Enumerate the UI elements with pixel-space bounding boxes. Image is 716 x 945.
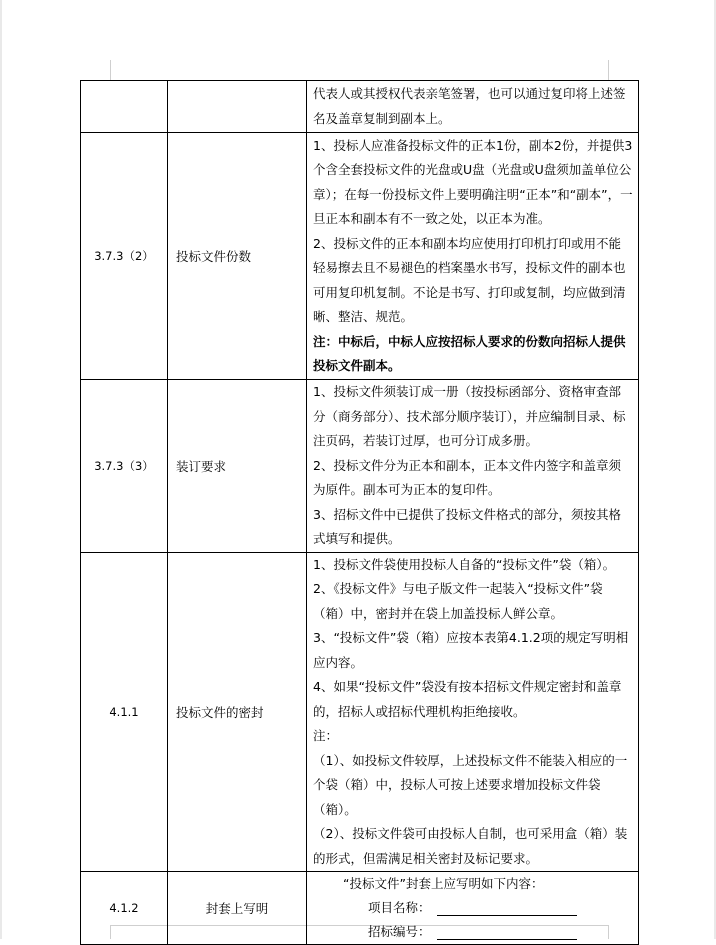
table-row [81, 380, 639, 553]
margin-guide-top-right [608, 60, 609, 80]
field-label: 项目名称： [368, 900, 431, 915]
content-paragraph: 2、投标文件的正本和副本均应使用打印机打印或用不能轻易擦去且不易褪色的档案墨水书写，投标文件的副本也可用复印机复制。不论是书写、打印或复制，均应做到清晰、整洁、规范。 [313, 235, 626, 324]
clause-item-cell: 投标文件份数 [168, 133, 307, 380]
content-paragraph: 1、投标文件袋使用投标人自备的“投标文件”袋（箱）。 [313, 556, 616, 572]
tender-number-row [343, 920, 633, 944]
table-row [81, 552, 639, 872]
content-paragraph: 3、招标文件中已提供了投标文件格式的部分，须按其格式填写和提供。 [313, 506, 621, 546]
clause-content-cell [307, 81, 639, 133]
cover-label-block [313, 872, 633, 944]
table-row [81, 81, 639, 133]
bold-note: 注：中标后，中标人应按招标人要求的份数向招标人提供投标文件副本。 [313, 333, 626, 373]
field-label: 招标编号： [368, 924, 431, 939]
content-paragraph: 1、投标文件须装订成一册（按投标函部分、资格审查部分（商务部分）、技术部分顺序装订），并应编制目录、标注页码，若装订过厚，也可分订成多册。 [313, 384, 626, 448]
margin-guide-top-left [110, 60, 111, 80]
content-paragraph: 2、投标文件分为正本和副本，正本文件内签字和盖章须为原件。副本可为正本的复印件。 [313, 457, 621, 497]
clause-content-cell [307, 872, 639, 945]
table-row [81, 872, 639, 945]
content-paragraph: 2、《投标文件》与电子版文件一起装入“投标文件”袋（箱）中，密封并在袋上加盖投标人鲜公章。 [313, 581, 603, 621]
content-paragraph: （1）、如投标文件较厚，上述投标文件不能装入相应的一个袋（箱）中，投标人可按上述要求增加投标文件袋（箱）。 [313, 752, 628, 817]
clause-content-cell [307, 380, 639, 553]
cover-intro: “投标文件”封套上应写明如下内容： [343, 876, 544, 891]
content-paragraph: （2）、投标文件袋可由投标人自制，也可采用盒（箱）装的形式，但需满足相关密封及标记要求。 [313, 826, 628, 866]
clause-item-cell [168, 81, 307, 133]
clause-number-cell: 4.1.2 [81, 872, 168, 945]
page-edge-left [0, 0, 2, 939]
bid-requirements-table [80, 80, 639, 945]
table-row [81, 133, 639, 380]
content-paragraph: 4、如果“投标文件”袋没有按本招标文件规定密封和盖章的，招标人或招标代理机构拒绝接收。 [313, 679, 622, 719]
clause-content-cell [307, 133, 639, 380]
clause-item-cell: 装订要求 [168, 380, 307, 553]
project-name-row [343, 896, 633, 920]
clause-item-cell: 投标文件的密封 [168, 552, 307, 872]
clause-item-cell: 封套上写明 [168, 872, 307, 945]
clause-number-cell: 3.7.3（3） [81, 380, 168, 553]
clause-content-cell [307, 552, 639, 872]
project-name-blank [437, 901, 577, 916]
note-label: 注： [313, 728, 339, 743]
clause-number-cell [81, 81, 168, 133]
content-paragraph: 3、“投标文件”袋（箱）应按本表第4.1.2项的规定写明相应内容。 [313, 630, 629, 670]
tender-number-blank [437, 925, 577, 940]
content-paragraph: 代表人或其授权代表亲笔签署，也可以通过复印将上述签名及盖章复制到副本上。 [313, 86, 626, 126]
clause-number-cell: 3.7.3（2） [81, 133, 168, 380]
clause-number-cell: 4.1.1 [81, 552, 168, 872]
content-paragraph: 1、投标人应准备投标文件的正本1份，副本2份，并提供3个含全套投标文件的光盘或U盘（光盘或U盘须加盖单位公章）；在每一份投标文件上要明确注明“正本”和“副本”，一旦正本和副本有不一致之处，以正本为准。 [313, 137, 633, 226]
